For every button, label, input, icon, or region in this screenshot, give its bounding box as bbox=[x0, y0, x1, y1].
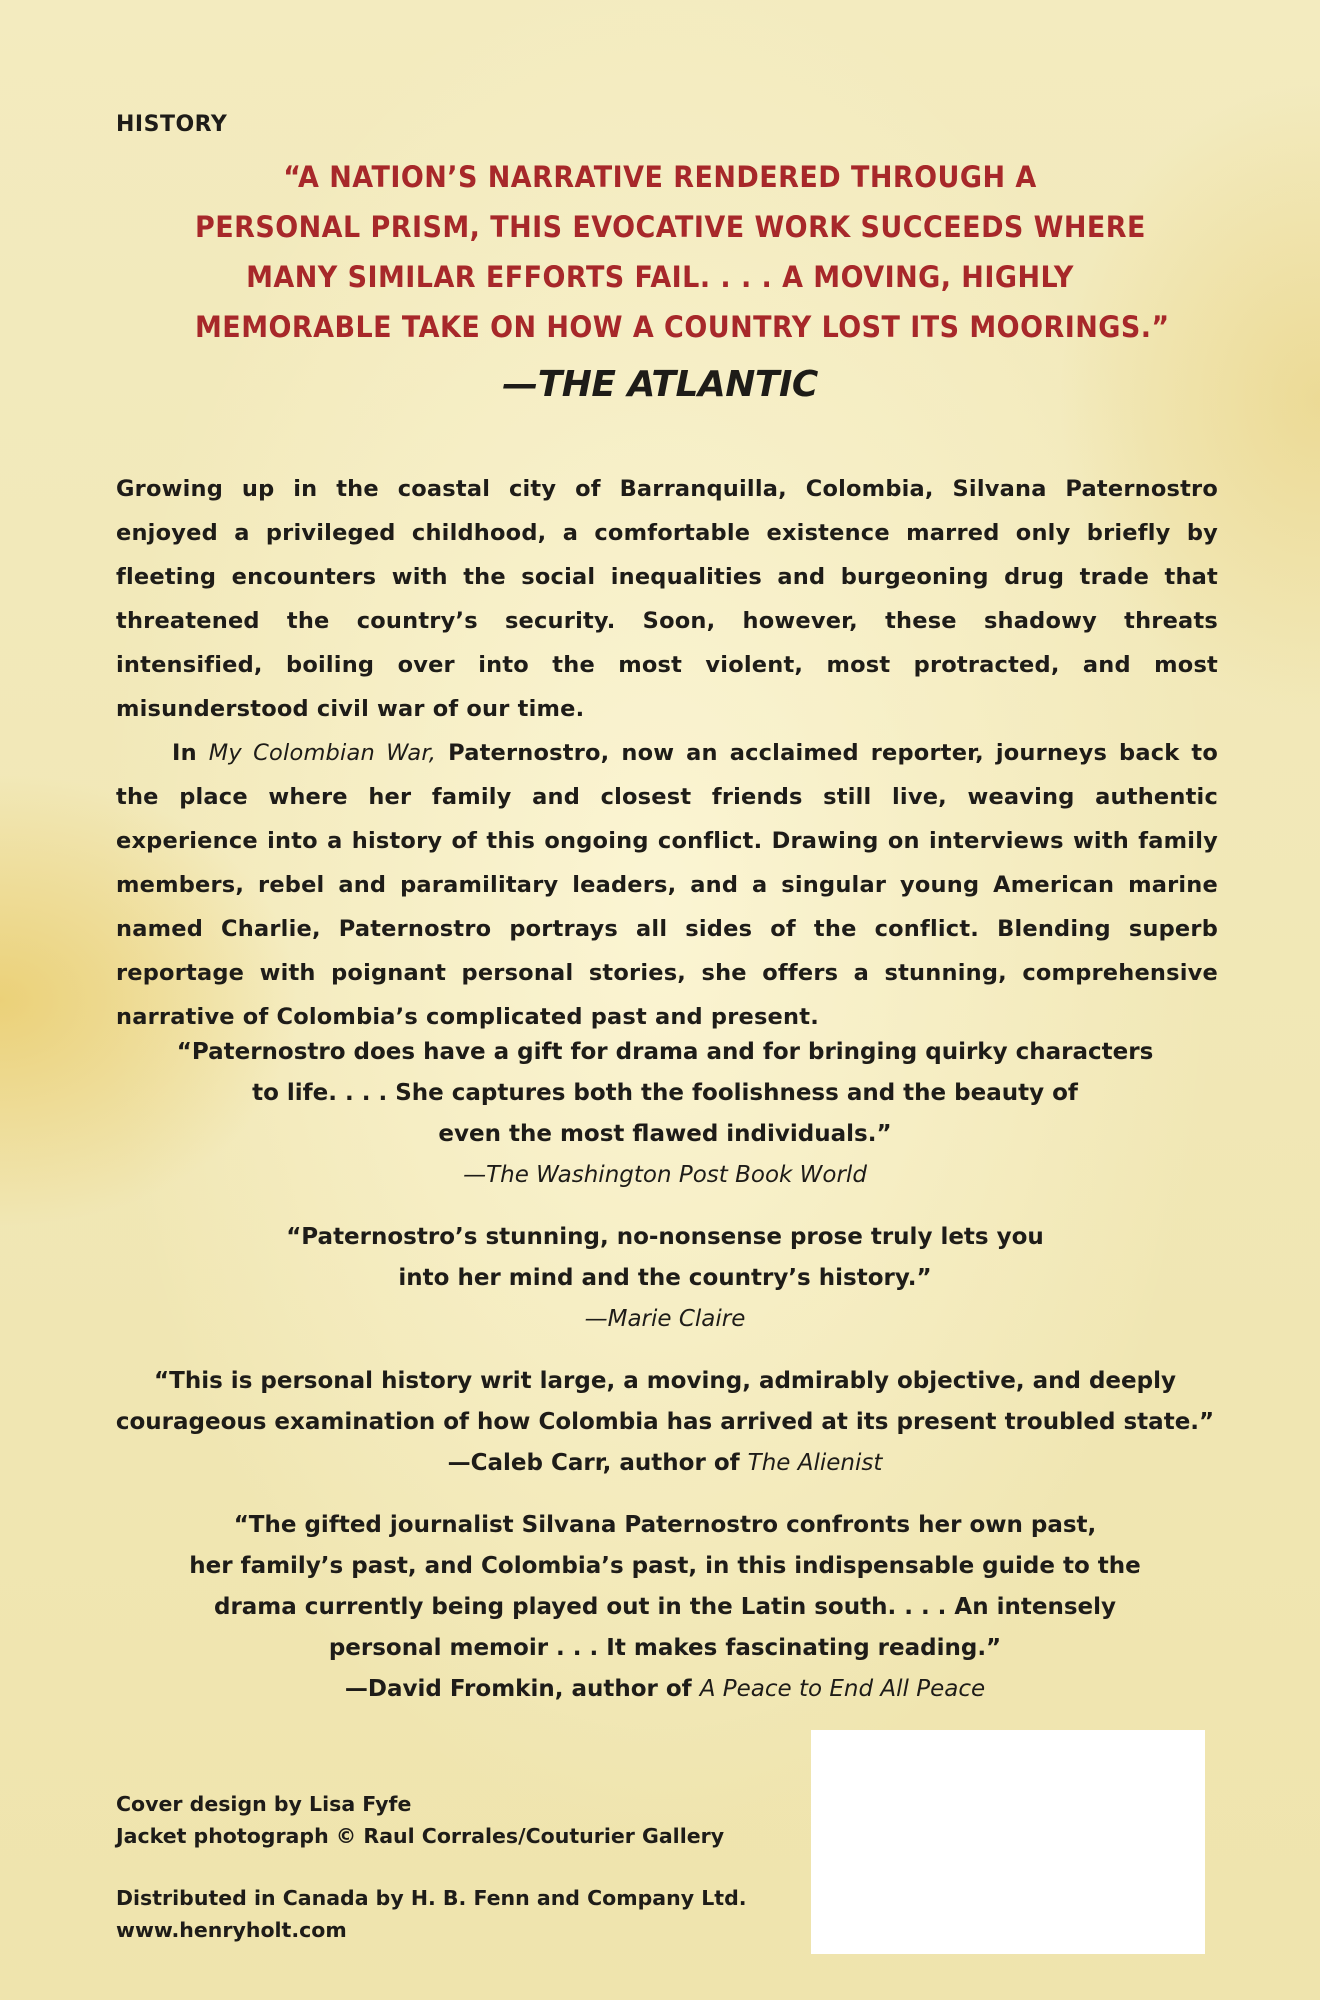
distribution-credit: Distributed in Canada by H. B. Fenn and Company Ltd. bbox=[116, 1886, 747, 1910]
blurb-source: —Marie Claire bbox=[584, 1306, 746, 1332]
blurb-source-title: A Peace to End All Peace bbox=[699, 1676, 986, 1702]
cover-design-credit: Cover design by Lisa Fyfe bbox=[116, 1792, 412, 1816]
category-label: HISTORY bbox=[116, 112, 228, 137]
description-lead: In bbox=[172, 740, 209, 766]
blurb bbox=[110, 1361, 1220, 1484]
blurb-source: —The Washington Post Book World bbox=[463, 1162, 867, 1188]
credits bbox=[116, 1788, 747, 1946]
blurb-line: even the most flawed individuals.” bbox=[438, 1121, 892, 1147]
blurb bbox=[110, 1217, 1220, 1340]
blurb-line: “Paternostro’s stunning, no-nonsense prose truly lets you bbox=[286, 1224, 1044, 1250]
blurb-source bbox=[110, 1443, 1220, 1484]
description-paragraph bbox=[116, 731, 1218, 1039]
blurb-line: “The gifted journalist Silvana Paternostro confronts her own past, bbox=[233, 1512, 1097, 1538]
book-title: My Colombian War, bbox=[208, 740, 437, 766]
publisher-website: www.henryholt.com bbox=[116, 1918, 347, 1942]
barcode-area bbox=[811, 1730, 1205, 1954]
blurb-line: “This is personal history writ large, a moving, admirably objective, and deeply bbox=[154, 1368, 1176, 1394]
pull-quote bbox=[160, 152, 1170, 352]
review-blurbs bbox=[110, 1032, 1220, 1731]
blurb-source bbox=[110, 1669, 1220, 1710]
pull-quote-source: —THE ATLANTIC bbox=[502, 364, 818, 405]
description-text: Paternostro, now an acclaimed reporter, journeys back to the place where her family and closest friends still live, weaving authentic experience into a history of this ongoing conflict. Drawing on interviews with family members, rebel and paramilitary leaders, and a singular young American marine named Charlie, Paternostro portrays all sides of the conflict. Blending superb reportage with poignant personal stories, she offers a stunning, comprehensive narrative of Colombia’s complicated past and present. bbox=[116, 740, 1218, 1030]
blurb-line: courageous examination of how Colombia has arrived at its present troubled state.” bbox=[115, 1409, 1215, 1435]
pull-quote-line: MANY SIMILAR EFFORTS FAIL. . . . A MOVING, HIGHLY bbox=[246, 260, 1074, 294]
blurb-line: drama currently being played out in the Latin south. . . . An intensely bbox=[213, 1594, 1117, 1620]
book-description bbox=[116, 467, 1218, 1039]
blurb-line: her family’s past, and Colombia’s past, in this indispensable guide to the bbox=[189, 1553, 1141, 1579]
pull-quote-line: PERSONAL PRISM, THIS EVOCATIVE WORK SUCCEEDS WHERE bbox=[195, 210, 1146, 244]
description-paragraph: Growing up in the coastal city of Barranquilla, Colombia, Silvana Paternostro enjoyed a privileged childhood, a comfortable existence marred only briefly by fleeting encounters with the social inequalities and burgeoning drug trade that threatened the country’s security. Soon, however, these shadowy threats intensified, boiling over into the most violent, most protracted, and most misunderstood civil war of our time. bbox=[116, 476, 1218, 722]
blurb bbox=[110, 1505, 1220, 1710]
blurb-source-author: —David Fromkin, author of bbox=[344, 1676, 700, 1702]
blurb bbox=[110, 1032, 1220, 1196]
blurb-line: into her mind and the country’s history.” bbox=[398, 1265, 932, 1291]
pull-quote-line: “A NATION’S NARRATIVE RENDERED THROUGH A bbox=[283, 160, 1037, 194]
blurb-line: personal memoir . . . It makes fascinating reading.” bbox=[328, 1635, 1002, 1661]
jacket-photo-credit: Jacket photograph © Raul Corrales/Couturier Gallery bbox=[116, 1824, 725, 1848]
blurb-line: to life. . . . She captures both the foolishness and the beauty of bbox=[252, 1080, 1078, 1106]
pull-quote-line: MEMORABLE TAKE ON HOW A COUNTRY LOST ITS MOORINGS.” bbox=[195, 310, 1170, 344]
blurb-source-author: —Caleb Carr, author of bbox=[447, 1450, 748, 1476]
blurb-source-title: The Alienist bbox=[747, 1450, 883, 1476]
blurb-line: “Paternostro does have a gift for drama and for bringing quirky characters bbox=[176, 1039, 1154, 1065]
